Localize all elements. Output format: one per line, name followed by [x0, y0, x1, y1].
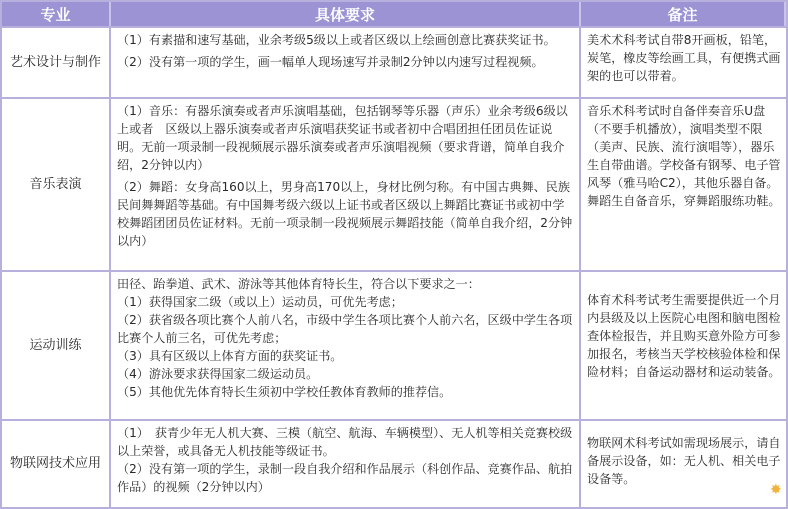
requirement-item: （2）获省级各项比赛个人前八名，市级中学生各项比赛个人前六名，区级中学生各项比赛个人前三名，可优先考虑； [117, 313, 573, 345]
major-cell-art [2, 26, 111, 97]
major-cell-sports [2, 270, 111, 419]
requirement-item: （1）获得国家二级（或以上）运动员，可优先考虑； [117, 295, 403, 309]
requirement-item: （2）舞蹈：女身高160以上，男身高170以上，身材比例匀称。有中国古典舞、民族民间舞舞蹈等基础。有中国舞考级六级以上证书或者区级以上舞蹈比赛证书或初中学校舞蹈团团员佐证材料。无前一项录制一段视频展示舞蹈技能（简单自我介绍，2分钟以内） [117, 180, 573, 248]
requirement-item: （1）有素描和速写基础，业余考级5级以上或者区级以上绘画创意比赛获奖证书。 [117, 33, 556, 47]
requirement-item: （4）游泳要求获得国家二级运动员。 [117, 367, 319, 381]
notes-cell-art [581, 26, 786, 97]
requirement-item: （5）其他优先体育特长生须初中学校任教体育教师的推荐信。 [117, 385, 452, 399]
requirements-cell-iot [111, 419, 581, 507]
header-notes: 备注 [581, 2, 786, 26]
header-major: 专业 [2, 2, 111, 26]
header-requirements: 具体要求 [111, 2, 581, 26]
requirements-cell-art [111, 26, 581, 97]
requirement-item: （2）没有第一项的学生，录制一段自我介绍和作品展示（科创作品、竞赛作品、航拍作品）的视频（2分钟以内） [117, 462, 573, 494]
major-cell-iot [2, 419, 111, 507]
note-text: 体育术科考试考生需要提供近一个月内县级及以上医院心电图和脑电图检查体检报告，并且购买意外险方可参加报名，考核当天学校核验体检和保险材料；自备运动器材和运动装备。 [587, 293, 781, 379]
requirements-cell-music [111, 97, 581, 270]
major-cell-music [2, 97, 111, 270]
notes-cell-music [581, 97, 786, 270]
requirement-item: （1）音乐：有器乐演奏或者声乐演唱基础，包括钢琴等乐器（声乐）业余考级6级以上或者 区级以上器乐演奏或者声乐演唱获奖证书或者初中合唱团担任团员佐证说明。无前一项录制一段视频展示器乐演奏或者声乐演唱视频（要求背谱，简单自我介绍，2分钟以内） [117, 104, 568, 172]
note-text: 物联网术科考试如需现场展示，请自备展示设备，如：无人机、相关电子设备等。 [587, 436, 781, 486]
major-label: 物联网技术应用 [9, 456, 101, 471]
requirement-item: （3）具有区级以上体育方面的获奖证书。 [117, 349, 343, 363]
requirement-item: 田径、跆拳道、武术、游泳等其他体育特长生，符合以下要求之一： [117, 277, 480, 291]
note-text: 音乐术科考试时自备伴奏音乐U盘（不要手机播放），演唱类型不限（美声、民族、流行演唱等），器乐生自带曲谱。学校备有钢琴、电子管风琴（雅马哈C2），其他乐器自备。舞蹈生自备音乐，穿舞蹈服练功鞋。 [587, 104, 781, 208]
major-label: 音乐表演 [29, 176, 82, 192]
notes-cell-iot [581, 419, 786, 507]
requirement-item: （1） 获青少年无人机大赛、三模（航空、航海、车辆模型）、无人机等相关竞赛校级以上荣誉，或具备无人机技能等级证书。 [117, 426, 573, 458]
major-label: 艺术设计与制作 [9, 54, 101, 70]
notes-cell-sports [581, 270, 786, 419]
requirement-item: （2）没有第一项的学生，画一幅单人现场速写并录制2分钟以内速写过程视频。 [117, 55, 544, 69]
requirements-cell-sports [111, 270, 581, 419]
star-icon: ✸ [770, 482, 782, 498]
major-label: 运动训练 [29, 337, 82, 353]
note-text: 美术术科考试自带8开画板，铅笔，炭笔，橡皮等绘画工具，有便携式画架的也可以带着。 [587, 33, 781, 83]
